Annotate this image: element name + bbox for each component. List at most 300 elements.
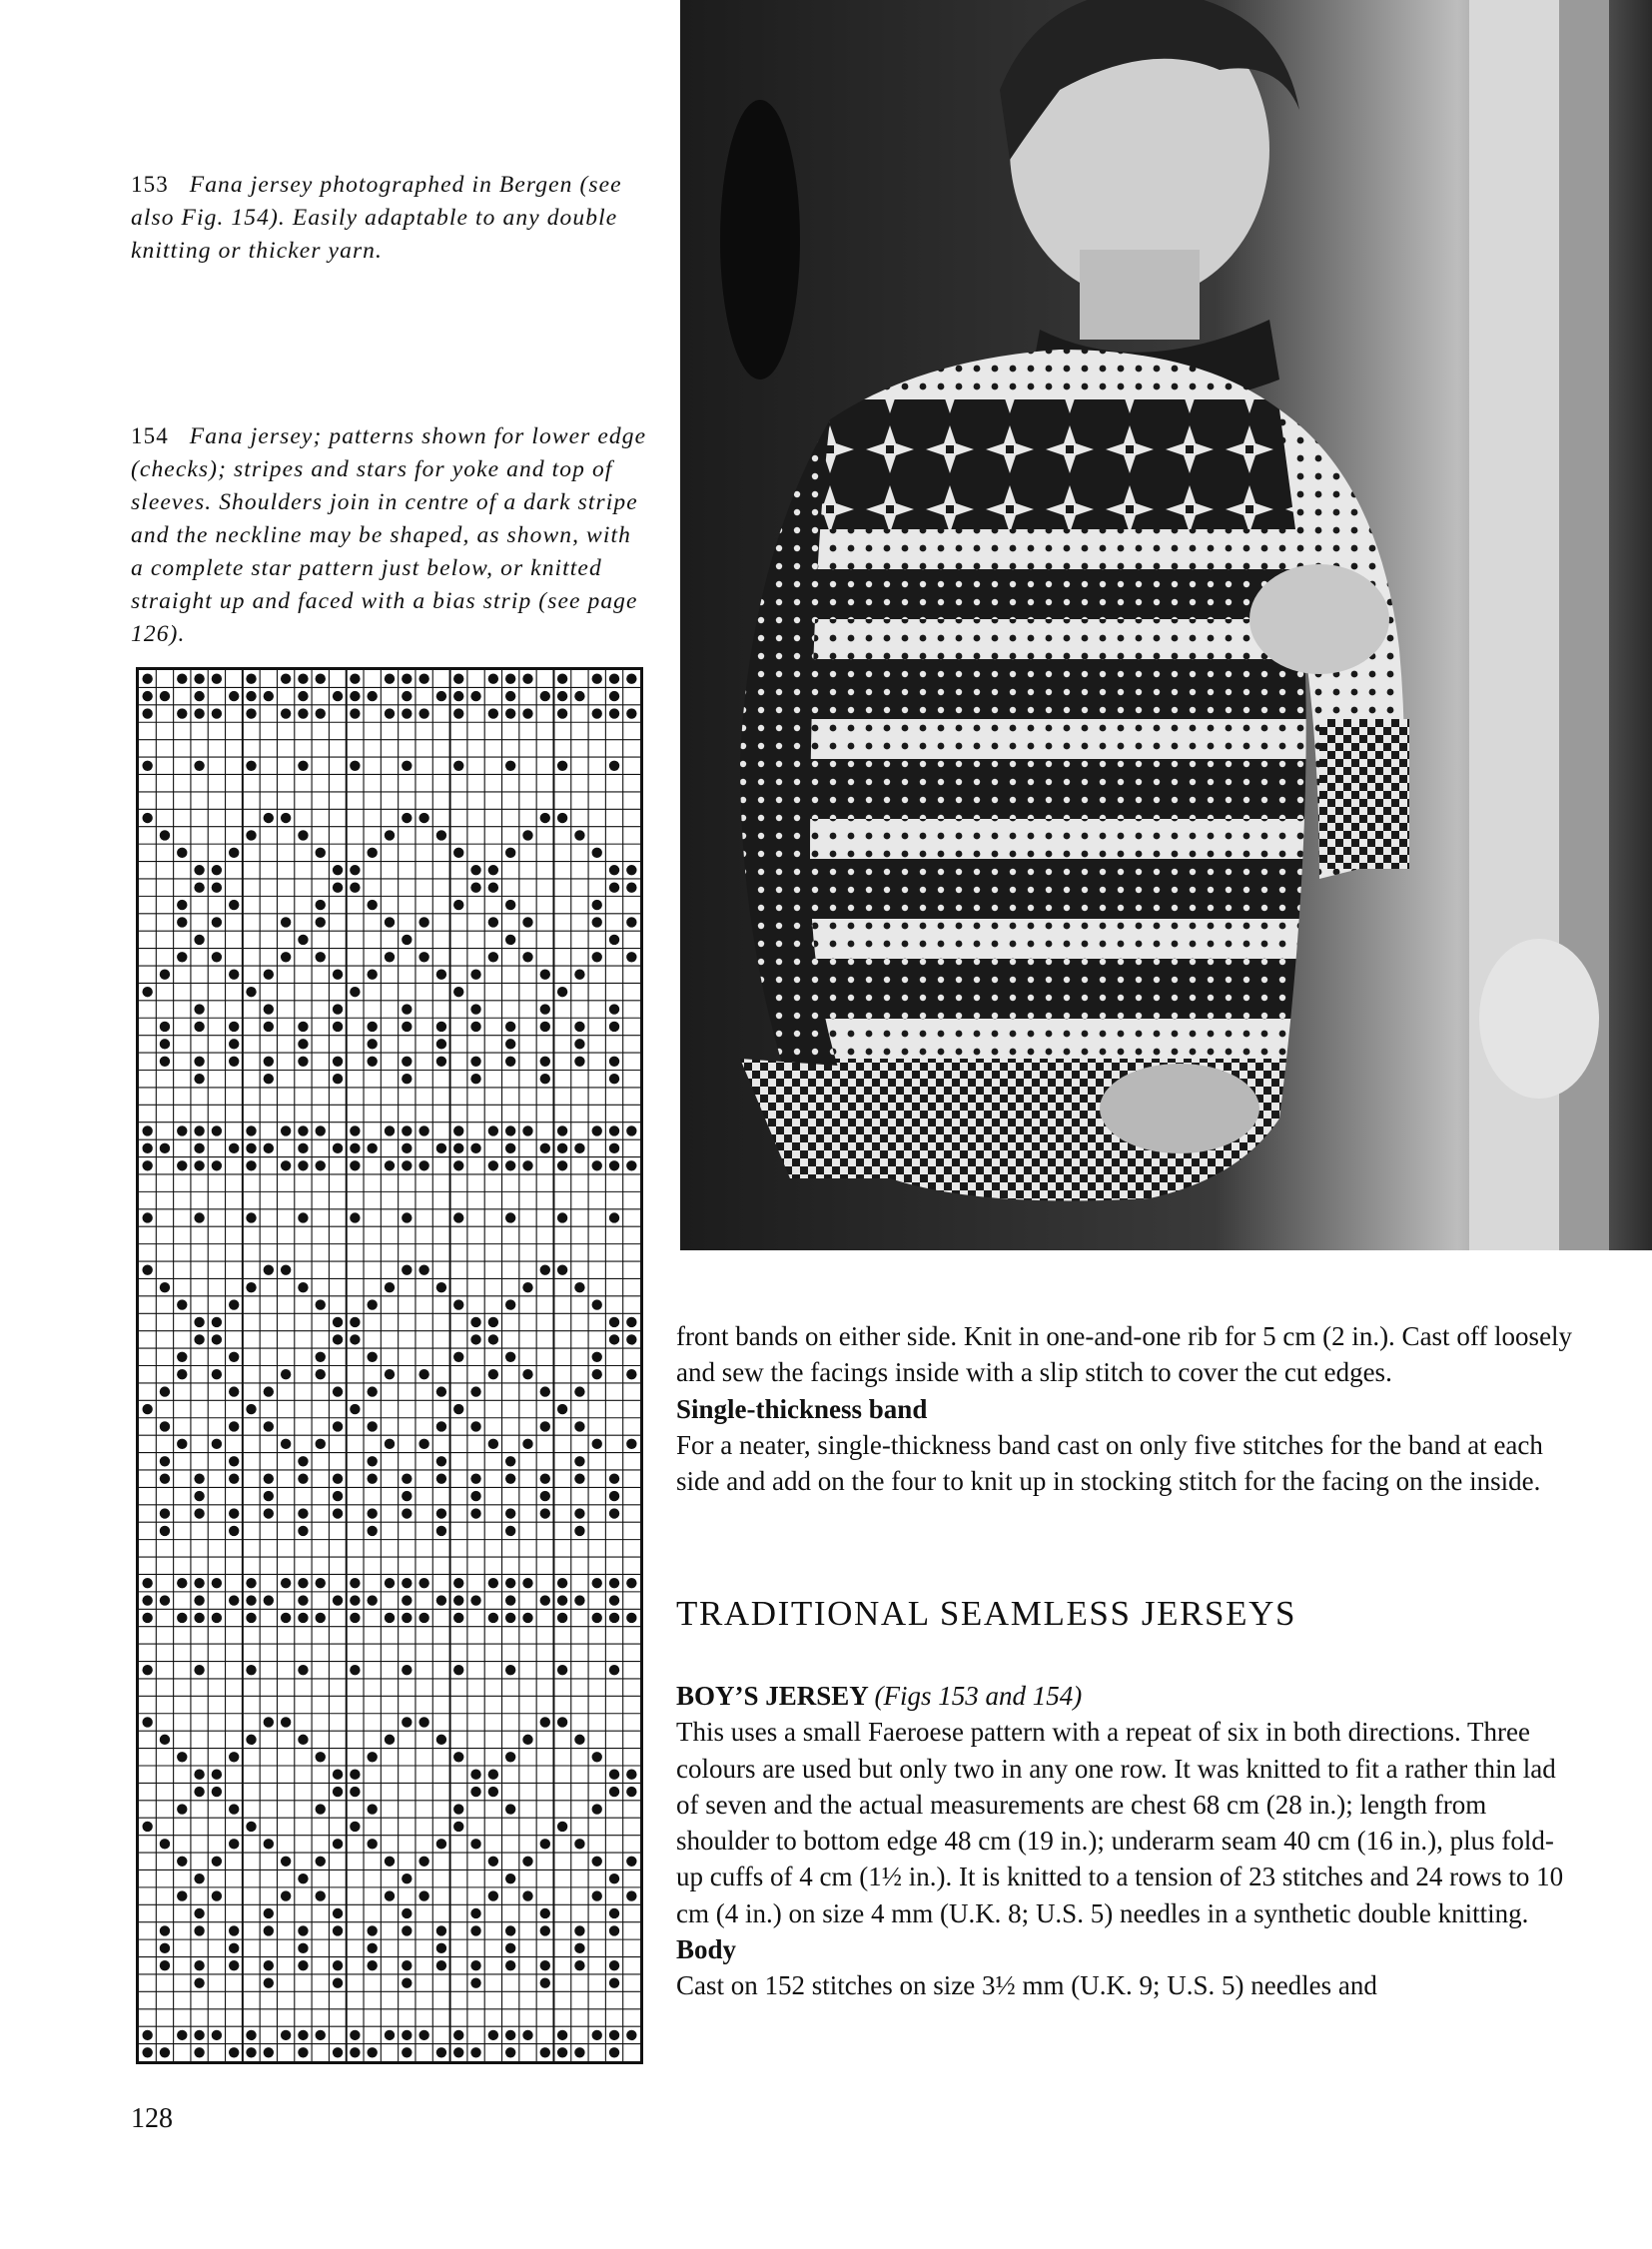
stitch-dot	[194, 1491, 204, 1501]
stitch-dot	[436, 1386, 446, 1396]
paragraph: For a neater, single-thickness band cast on only five stitches for the band at each side and add on the four to knit up in stocking stitch for the facing on the inside.	[676, 1429, 1543, 1497]
caption-text: Fana jersey photographed in Bergen (see also Fig. 154). Easily adaptable to any double knitting or thicker yarn.	[131, 172, 622, 264]
stitch-dot	[453, 1212, 463, 1222]
stitch-dot	[229, 2047, 239, 2057]
stitch-dot	[557, 1822, 567, 1832]
stitch-dot	[316, 1613, 326, 1623]
stitch-dot	[402, 1960, 412, 1970]
stitch-dot	[229, 1386, 239, 1396]
stitch-dot	[505, 848, 515, 858]
stitch-dot	[609, 1334, 619, 1344]
stitch-dot	[264, 1143, 274, 1153]
stitch-dot	[333, 1334, 343, 1344]
stitch-dot	[453, 1143, 463, 1153]
stitch-dot	[436, 1456, 446, 1466]
stitch-dot	[574, 691, 584, 701]
stitch-dot	[418, 1890, 428, 1900]
stitch-dot	[540, 1074, 550, 1084]
stitch-dot	[522, 1439, 532, 1449]
stitch-dot	[574, 1943, 584, 1953]
stitch-dot	[557, 813, 567, 823]
stitch-dot	[316, 952, 326, 962]
stitch-dot	[350, 1404, 360, 1414]
stitch-dot	[333, 1491, 343, 1501]
stitch-dot	[574, 1057, 584, 1067]
stitch-dot	[470, 1770, 480, 1780]
stitch-dot	[194, 674, 204, 684]
stitch-dot	[350, 1822, 360, 1832]
stitch-dot	[246, 1613, 256, 1623]
stitch-dot	[402, 1057, 412, 1067]
stitch-dot	[385, 674, 395, 684]
stitch-dot	[160, 1386, 170, 1396]
stitch-dot	[194, 1908, 204, 1918]
stitch-dot	[626, 1770, 636, 1780]
stitch-dot	[592, 2030, 602, 2040]
stitch-dot	[385, 1125, 395, 1135]
stitch-dot	[402, 1143, 412, 1153]
stitch-dot	[194, 1770, 204, 1780]
stitch-dot	[264, 1074, 274, 1084]
stitch-dot	[194, 1578, 204, 1588]
stitch-dot	[402, 935, 412, 945]
stitch-dot	[402, 1160, 412, 1170]
stitch-dot	[402, 1665, 412, 1675]
stitch-dot	[626, 1439, 636, 1449]
stitch-dot	[350, 1787, 360, 1797]
stitch-dot	[385, 1439, 395, 1449]
stitch-dot	[333, 1508, 343, 1518]
stitch-dot	[367, 1595, 377, 1605]
stitch-dot	[540, 1265, 550, 1275]
stitch-dot	[229, 691, 239, 701]
stitch-dot	[264, 1960, 274, 1970]
text-block-bands	[676, 1318, 1580, 1499]
stitch-dot	[436, 1473, 446, 1483]
stitch-dot	[402, 1977, 412, 1987]
stitch-dot	[212, 1317, 222, 1327]
stitch-dot	[350, 1334, 360, 1344]
stitch-dot	[470, 1004, 480, 1014]
stitch-dot	[298, 1212, 308, 1222]
stitch-dot	[367, 1473, 377, 1483]
text-block-boys-jersey	[676, 1678, 1580, 2004]
stitch-dot	[557, 1265, 567, 1275]
stitch-dot	[436, 1735, 446, 1745]
stitch-dot	[298, 1665, 308, 1675]
stitch-dot	[160, 1057, 170, 1067]
caption-fig-154	[131, 419, 650, 651]
stitch-dot	[385, 1578, 395, 1588]
stitch-dot	[298, 1943, 308, 1953]
stitch-dot	[281, 1717, 291, 1727]
stitch-dot	[212, 1160, 222, 1170]
stitch-dot	[316, 1890, 326, 1900]
stitch-dot	[505, 1925, 515, 1935]
stitch-dot	[194, 761, 204, 771]
stitch-dot	[212, 882, 222, 892]
stitch-dot	[316, 2030, 326, 2040]
stitch-dot	[557, 1578, 567, 1588]
stitch-dot	[609, 2047, 619, 2057]
stitch-dot	[160, 1595, 170, 1605]
stitch-dot	[264, 1421, 274, 1431]
stitch-dot	[470, 691, 480, 701]
stitch-dot	[350, 1125, 360, 1135]
stitch-dot	[385, 830, 395, 840]
stitch-dot	[333, 1787, 343, 1797]
stitch-dot	[333, 2047, 343, 2057]
stitch-dot	[540, 813, 550, 823]
stitch-dot	[418, 1265, 428, 1275]
stitch-dot	[298, 1282, 308, 1292]
stitch-dot	[436, 1039, 446, 1049]
stitch-dot	[557, 987, 567, 997]
stitch-dot	[453, 900, 463, 910]
section-heading: TRADITIONAL SEAMLESS JERSEYS	[676, 1594, 1297, 1633]
stitch-dot	[298, 1143, 308, 1153]
stitch-dot	[557, 1613, 567, 1623]
stitch-dot	[298, 2030, 308, 2040]
stitch-dot	[402, 1491, 412, 1501]
paragraph: This uses a small Faeroese pattern with a repeat of six in both directions. Three colours are used but only two in any one row. It was knitted to fit a rather thin lad of seven and the actual measurements are chest 68 cm (28 in.); length from shoulder to bottom edge 48 cm (19 in.); underarm seam 40 cm (16 in.), plus fold-up cuffs of 4 cm (1½ in.). It is knitted to a tension of 23 stitches and 24 rows to 10 cm (4 in.) on size 4 mm (U.K. 8; U.S. 5) needles in a synthetic double knitting.	[676, 1717, 1564, 1928]
stitch-dot	[453, 1299, 463, 1309]
stitch-dot	[609, 708, 619, 718]
stitch-dot	[402, 1265, 412, 1275]
stitch-dot	[142, 691, 152, 701]
stitch-dot	[557, 1595, 567, 1605]
stitch-dot	[264, 1595, 274, 1605]
stitch-dot	[264, 1925, 274, 1935]
stitch-dot	[609, 1665, 619, 1675]
stitch-dot	[281, 917, 291, 927]
stitch-dot	[592, 1160, 602, 1170]
stitch-dot	[609, 1874, 619, 1883]
stitch-dot	[385, 2030, 395, 2040]
stitch-dot	[194, 1143, 204, 1153]
stitch-dot	[402, 1508, 412, 1518]
stitch-dot	[281, 1439, 291, 1449]
stitch-dot	[488, 917, 498, 927]
stitch-dot	[609, 1212, 619, 1222]
stitch-dot	[177, 708, 187, 718]
stitch-dot	[436, 970, 446, 980]
stitch-dot	[316, 674, 326, 684]
stitch-dot	[177, 917, 187, 927]
stitch-dot	[505, 1125, 515, 1135]
stitch-dot	[333, 1421, 343, 1431]
stitch-dot	[160, 1473, 170, 1483]
stitch-dot	[316, 1299, 326, 1309]
stitch-dot	[609, 1022, 619, 1032]
stitch-dot	[142, 761, 152, 771]
stitch-dot	[333, 1317, 343, 1327]
stitch-dot	[505, 1352, 515, 1362]
stitch-dot	[194, 1925, 204, 1935]
stitch-dot	[246, 1665, 256, 1675]
stitch-dot	[350, 1143, 360, 1153]
stitch-dot	[160, 1456, 170, 1466]
stitch-dot	[453, 2047, 463, 2057]
stitch-dot	[246, 1212, 256, 1222]
stitch-dot	[350, 1212, 360, 1222]
stitch-dot	[316, 1369, 326, 1379]
stitch-dot	[402, 1578, 412, 1588]
stitch-dot	[470, 1508, 480, 1518]
stitch-dot	[540, 970, 550, 980]
stitch-dot	[453, 691, 463, 701]
stitch-dot	[418, 674, 428, 684]
stitch-dot	[194, 1473, 204, 1483]
stitch-dot	[505, 1473, 515, 1483]
stitch-dot	[436, 1839, 446, 1849]
stitch-dot	[350, 2047, 360, 2057]
stitch-dot	[470, 1143, 480, 1153]
stitch-dot	[177, 1439, 187, 1449]
stitch-dot	[160, 1925, 170, 1935]
stitch-dot	[488, 1160, 498, 1170]
stitch-dot	[229, 1473, 239, 1483]
stitch-dot	[212, 865, 222, 875]
stitch-dot	[592, 1752, 602, 1762]
stitch-dot	[333, 1473, 343, 1483]
stitch-dot	[592, 674, 602, 684]
stitch-dot	[453, 1595, 463, 1605]
stitch-dot	[626, 708, 636, 718]
caption-fig-153	[131, 168, 630, 268]
stitch-dot	[264, 1022, 274, 1032]
stitch-dot	[505, 1960, 515, 1970]
stitch-dot	[142, 1212, 152, 1222]
stitch-dot	[367, 1804, 377, 1814]
stitch-dot	[505, 1022, 515, 1032]
stitch-dot	[212, 952, 222, 962]
stitch-dot	[264, 970, 274, 980]
stitch-dot	[212, 1125, 222, 1135]
stitch-dot	[418, 1439, 428, 1449]
stitch-dot	[540, 1022, 550, 1032]
stitch-dot	[540, 1491, 550, 1501]
stitch-dot	[436, 1925, 446, 1935]
stitch-dot	[177, 848, 187, 858]
stitch-dot	[574, 1526, 584, 1536]
stitch-dot	[574, 1839, 584, 1849]
stitch-dot	[453, 761, 463, 771]
stitch-dot	[367, 1925, 377, 1935]
stitch-dot	[453, 1578, 463, 1588]
stitch-dot	[453, 1352, 463, 1362]
stitch-dot	[402, 1613, 412, 1623]
stitch-dot	[402, 1022, 412, 1032]
stitch-dot	[160, 1526, 170, 1536]
stitch-dot	[505, 1665, 515, 1675]
stitch-dot	[281, 2030, 291, 2040]
stitch-dot	[540, 1839, 550, 1849]
stitch-dot	[505, 1874, 515, 1883]
stitch-dot	[350, 865, 360, 875]
stitch-dot	[367, 1508, 377, 1518]
stitch-dot	[142, 1665, 152, 1675]
stitch-dot	[592, 1439, 602, 1449]
stitch-dot	[142, 1143, 152, 1153]
stitch-dot	[574, 1925, 584, 1935]
stitch-dot	[418, 1125, 428, 1135]
stitch-dot	[402, 691, 412, 701]
stitch-dot	[281, 1160, 291, 1170]
stitch-dot	[505, 1943, 515, 1953]
stitch-dot	[333, 1839, 343, 1849]
stitch-dot	[609, 1578, 619, 1588]
stitch-dot	[142, 2047, 152, 2057]
stitch-dot	[316, 1804, 326, 1814]
stitch-dot	[333, 1960, 343, 1970]
stitch-dot	[177, 1804, 187, 1814]
stitch-dot	[436, 1960, 446, 1970]
stitch-dot	[505, 1578, 515, 1588]
stitch-dot	[367, 1943, 377, 1953]
stitch-dot	[177, 1160, 187, 1170]
stitch-dot	[160, 1022, 170, 1032]
stitch-dot	[436, 1508, 446, 1518]
stitch-dot	[142, 1578, 152, 1588]
stitch-dot	[609, 1473, 619, 1483]
stitch-dot	[212, 1439, 222, 1449]
stitch-dot	[470, 1908, 480, 1918]
stitch-dot	[316, 1439, 326, 1449]
stitch-dot	[488, 1770, 498, 1780]
stitch-dot	[229, 1804, 239, 1814]
stitch-dot	[470, 1386, 480, 1396]
stitch-dot	[194, 1160, 204, 1170]
stitch-dot	[212, 674, 222, 684]
stitch-dot	[194, 882, 204, 892]
stitch-dot	[281, 1369, 291, 1379]
stitch-dot	[333, 1386, 343, 1396]
stitch-dot	[316, 1160, 326, 1170]
stitch-dot	[557, 761, 567, 771]
stitch-dot	[177, 1299, 187, 1309]
stitch-dot	[142, 1822, 152, 1832]
stitch-dot	[436, 1022, 446, 1032]
stitch-dot	[574, 2047, 584, 2057]
stitch-dot	[522, 952, 532, 962]
stitch-dot	[557, 1404, 567, 1414]
stitch-dot	[367, 1839, 377, 1849]
stitch-dot	[212, 2030, 222, 2040]
stitch-dot	[194, 1960, 204, 1970]
stitch-dot	[609, 691, 619, 701]
stitch-dot	[436, 1143, 446, 1153]
stitch-dot	[160, 1839, 170, 1849]
stitch-dot	[626, 882, 636, 892]
stitch-dot	[298, 1578, 308, 1588]
stitch-dot	[418, 1717, 428, 1727]
stitch-dot	[212, 1857, 222, 1867]
stitch-dot	[177, 1857, 187, 1867]
stitch-dot	[522, 1857, 532, 1867]
stitch-dot	[402, 1925, 412, 1935]
stitch-dot	[264, 813, 274, 823]
stitch-dot	[522, 830, 532, 840]
stitch-dot	[574, 1595, 584, 1605]
stitch-dot	[142, 1595, 152, 1605]
stitch-dot	[453, 987, 463, 997]
stitch-dot	[281, 1125, 291, 1135]
stitch-dot	[592, 1352, 602, 1362]
stitch-dot	[194, 1074, 204, 1084]
stitch-dot	[177, 952, 187, 962]
stitch-dot	[453, 1822, 463, 1832]
stitch-dot	[367, 1456, 377, 1466]
stitch-dot	[574, 1282, 584, 1292]
stitch-dot	[470, 882, 480, 892]
stitch-dot	[229, 900, 239, 910]
stitch-dot	[592, 1857, 602, 1867]
stitch-dot	[488, 882, 498, 892]
stitch-dot	[453, 1665, 463, 1675]
stitch-dot	[592, 1125, 602, 1135]
stitch-dot	[574, 1508, 584, 1518]
stitch-dot	[626, 1160, 636, 1170]
stitch-dot	[609, 1317, 619, 1327]
stitch-dot	[194, 2030, 204, 2040]
stitch-dot	[385, 1613, 395, 1623]
stitch-dot	[385, 1735, 395, 1745]
stitch-dot	[453, 1125, 463, 1135]
stitch-dot	[505, 1508, 515, 1518]
stitch-dot	[367, 1299, 377, 1309]
stitch-dot	[385, 1857, 395, 1867]
stitch-dot	[316, 1352, 326, 1362]
stitch-dot	[470, 1960, 480, 1970]
stitch-dot	[316, 848, 326, 858]
stitch-dot	[333, 1004, 343, 1014]
stitch-dot	[557, 691, 567, 701]
chart-gridlines	[139, 670, 640, 2061]
stitch-dot	[264, 1004, 274, 1014]
stitch-dot	[194, 1787, 204, 1797]
stitch-dot	[212, 1770, 222, 1780]
stitch-dot	[505, 1456, 515, 1466]
stitch-dot	[470, 1491, 480, 1501]
stitch-dot	[367, 1526, 377, 1536]
stitch-dot	[592, 1369, 602, 1379]
stitch-dot	[160, 1960, 170, 1970]
stitch-dot	[488, 1578, 498, 1588]
stitch-dot	[436, 830, 446, 840]
stitch-dot	[298, 2047, 308, 2057]
stitch-dot	[212, 1787, 222, 1797]
stitch-dot	[316, 1578, 326, 1588]
stitch-dot	[281, 1890, 291, 1900]
stitch-dot	[609, 1143, 619, 1153]
stitch-dot	[229, 1752, 239, 1762]
stitch-dot	[609, 1057, 619, 1067]
stitch-dot	[367, 1421, 377, 1431]
stitch-dot	[626, 1369, 636, 1379]
stitch-dot	[298, 708, 308, 718]
stitch-dot	[229, 1022, 239, 1032]
stitch-dot	[540, 1508, 550, 1518]
stitch-dot	[592, 1804, 602, 1814]
stitch-dot	[160, 1143, 170, 1153]
stitch-dot	[194, 1022, 204, 1032]
stitch-dot	[142, 987, 152, 997]
stitch-dot	[574, 1421, 584, 1431]
stitch-dot	[194, 1874, 204, 1883]
stitch-dot	[229, 1039, 239, 1049]
stitch-dot	[402, 708, 412, 718]
